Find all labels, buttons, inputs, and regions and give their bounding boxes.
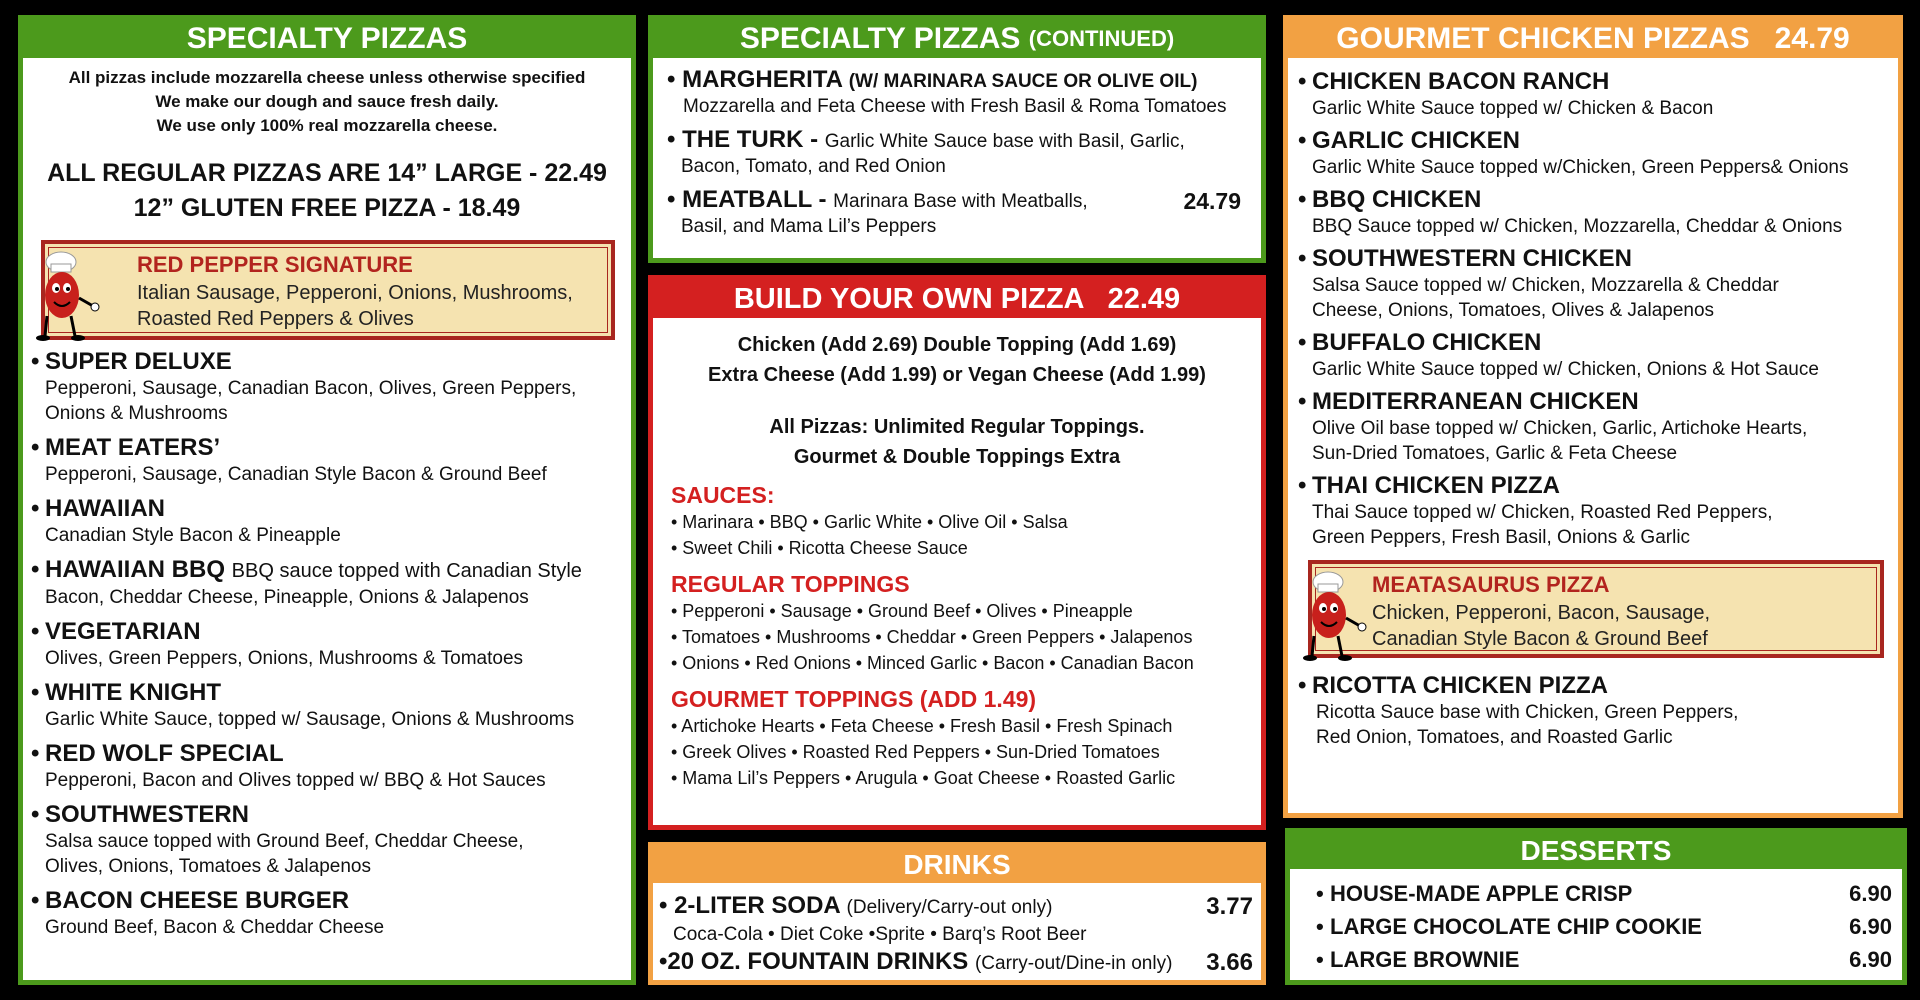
specialty-items-list (23, 340, 631, 940)
build-note (653, 412, 1261, 472)
meatasaurus-title: MEATASAURUS PIZZA (1372, 572, 1610, 597)
pizza-sizes (23, 156, 631, 226)
meatasaurus-desc (1372, 600, 1710, 652)
build-your-own-title: BUILD YOUR OWN PIZZA 22.49 (653, 280, 1261, 318)
menu-item: • HAWAIIAN Canadian Style Bacon & Pineapple (31, 495, 631, 548)
item-desc: Pepperoni, Sausage, Canadian Style Bacon & Ground Beef (45, 464, 547, 485)
menu-item: • SOUTHWESTERN CHICKEN Salsa Sauce topped w/ Chicken, Mozzarella & Cheddar Cheese, Onions, Tomatoes, Olives & Jalapenos (1298, 245, 1898, 323)
note-line: Gourmet & Double Toppings Extra (793, 446, 1121, 468)
regular-toppings-line: • Tomatoes • Mushrooms • Cheddar • Green Peppers • Jalapenos (671, 627, 1193, 647)
item-name: THE TURK - (682, 126, 819, 153)
menu-item: • BACON CHEESE BURGER Ground Beef, Bacon & Cheddar Cheese (31, 887, 631, 940)
drink-note: (Delivery/Carry-out only) (846, 897, 1053, 918)
item-inline-desc: Garlic White Sauce base with Basil, Garlic, (824, 131, 1185, 152)
menu-item: • RICOTTA CHICKEN PIZZA Ricotta Sauce base with Chicken, Green Peppers, Red Onion, Tomatoes, and Roasted Garlic (1298, 672, 1898, 750)
menu-item: • RED WOLF SPECIAL Pepperoni, Bacon and Olives topped w/ BBQ & Hot Sauces (31, 740, 631, 793)
desserts-panel (1285, 828, 1907, 985)
item-desc: Olives, Green Peppers, Onions, Mushrooms & Tomatoes (45, 648, 524, 669)
signature-pizza-box (41, 240, 615, 340)
item-desc: Garlic White Sauce, topped w/ Sausage, Onions & Mushrooms (45, 709, 575, 730)
item-desc: Basil, and Mama Lil’s Peppers (681, 216, 937, 237)
item-desc: Olives, Onions, Tomatoes & Jalapenos (45, 856, 371, 877)
chicken-last-item (1288, 658, 1898, 750)
item-name: THAI CHICKEN PIZZA (1312, 472, 1560, 499)
specialty-continued-title (653, 20, 1261, 58)
build-addons (653, 330, 1261, 390)
item-name-note: (W/ MARINARA SAUCE OR OLIVE OIL) (848, 71, 1198, 92)
item-name: BACON CHEESE BURGER (45, 887, 350, 914)
sauces-title: SAUCES: (671, 482, 775, 508)
menu-item: • VEGETARIAN Olives, Green Peppers, Onions, Mushrooms & Tomatoes (31, 618, 631, 671)
item-desc: Canadian Style Bacon & Pineapple (45, 525, 341, 546)
meatasaurus-desc-line: Chicken, Pepperoni, Bacon, Sausage, (1372, 602, 1710, 624)
dessert-name: LARGE CHOCOLATE CHIP COOKIE (1330, 914, 1702, 939)
item-name: HAWAIIAN (45, 495, 165, 522)
drinks-panel (648, 842, 1266, 985)
specialty-continued-panel (648, 15, 1266, 263)
drink-price: 3.66 (1206, 949, 1253, 976)
item-inline-desc: BBQ sauce topped with Canadian Style (231, 560, 582, 582)
gourmet-toppings-line: • Greek Olives • Roasted Red Peppers • Sun-Dried Tomatoes (671, 742, 1160, 762)
item-name: RICOTTA CHICKEN PIZZA (1312, 672, 1608, 699)
pepper-chef-mascot-icon (35, 250, 113, 346)
drink-name: 2-LITER SODA (674, 892, 840, 919)
sauces-line: • Marinara • BBQ • Garlic White • Olive Oil • Salsa (671, 512, 1068, 532)
drink-price: 3.77 (1206, 893, 1253, 920)
drink-item: • 2-LITER SODA (Delivery/Carry-out only) 3.77 Coca-Cola • Diet Coke •Sprite • Barq’s Root Beer (653, 891, 1261, 947)
signature-desc-line: Italian Sausage, Pepperoni, Onions, Mushrooms, (137, 282, 573, 304)
item-desc: Garlic White Sauce topped w/ Chicken, Onions & Hot Sauce (1312, 359, 1819, 380)
item-desc: Thai Sauce topped w/ Chicken, Roasted Red Peppers, (1312, 502, 1773, 523)
menu-item: • WHITE KNIGHT Garlic White Sauce, topped w/ Sausage, Onions & Mushrooms (31, 679, 631, 732)
signature-title: RED PEPPER SIGNATURE (137, 252, 413, 277)
item-name: MARGHERITA (682, 66, 843, 93)
menu-item: • THE TURK - Garlic White Sauce base with Basil, Garlic, Bacon, Tomato, and Red Onion (653, 126, 1261, 180)
menu-item: • SUPER DELUXE Pepperoni, Sausage, Canadian Bacon, Olives, Green Peppers, Onions & Mushrooms (31, 348, 631, 426)
gourmet-chicken-title: GOURMET CHICKEN PIZZAS 24.79 (1288, 20, 1898, 58)
menu-item: • BBQ CHICKEN BBQ Sauce topped w/ Chicken, Mozzarella, Cheddar & Onions (1298, 186, 1898, 239)
menu-item: • MEDITERRANEAN CHICKEN Olive Oil base topped w/ Chicken, Garlic, Artichoke Hearts, Sun-Dried Tomatoes, Garlic & Feta Cheese (1298, 388, 1898, 466)
item-name: WHITE KNIGHT (45, 679, 221, 706)
meatasaurus-desc-line: Canadian Style Bacon & Ground Beef (1372, 628, 1708, 650)
specialty-pizzas-panel (18, 15, 636, 985)
menu-item: • HAWAIIAN BBQ BBQ sauce topped with Canadian Style Bacon, Cheddar Cheese, Pineapple, Onions & Jalapenos (31, 556, 631, 610)
regular-toppings-line: • Pepperoni • Sausage • Ground Beef • Olives • Pineapple (671, 601, 1133, 621)
gourmet-toppings-line: • Mama Lil’s Peppers • Arugula • Goat Cheese • Roasted Garlic (671, 768, 1176, 788)
item-name: SOUTHWESTERN CHICKEN (1312, 245, 1633, 272)
dessert-price: 6.90 (1849, 881, 1892, 906)
item-name: BBQ CHICKEN (1312, 186, 1482, 213)
item-inline-desc: Marinara Base with Meatballs, (833, 191, 1088, 212)
drink-item: •20 OZ. FOUNTAIN DRINKS (Carry-out/Dine-in only) 3.66 (659, 948, 1253, 976)
item-desc: Olive Oil base topped w/ Chicken, Garlic, Artichoke Hearts, (1312, 418, 1808, 439)
item-desc: Pepperoni, Sausage, Canadian Bacon, Olives, Green Peppers, (45, 378, 577, 399)
item-name: CHICKEN BACON RANCH (1312, 68, 1610, 95)
title-main: SPECIALTY PIZZAS (739, 22, 1021, 55)
desserts-title: DESSERTS (1290, 833, 1902, 869)
addon-line: Extra Cheese (Add 1.99) or Vegan Cheese (Add 1.99) (708, 364, 1206, 386)
menu-item: • GARLIC CHICKEN Garlic White Sauce topped w/Chicken, Green Peppers& Onions (1298, 127, 1898, 180)
menu-item: • MEAT EATERS’ Pepperoni, Sausage, Canadian Style Bacon & Ground Beef (31, 434, 631, 487)
chicken-items-list (1288, 58, 1898, 550)
intro-line: We use only 100% real mozzarella cheese. (156, 116, 498, 135)
item-name: RED WOLF SPECIAL (45, 740, 284, 767)
item-desc: Ricotta Sauce base with Chicken, Green Peppers, (1316, 702, 1739, 723)
intro-line: We make our dough and sauce fresh daily. (155, 92, 499, 111)
specialty-intro (23, 66, 631, 138)
dessert-price: 6.90 (1849, 914, 1892, 939)
item-price: 24.79 (1183, 188, 1241, 214)
item-name: MEATBALL - (682, 186, 827, 213)
item-name: MEAT EATERS’ (45, 434, 221, 461)
item-name: GARLIC CHICKEN (1312, 127, 1520, 154)
dessert-price: 6.90 (1849, 947, 1892, 972)
dessert-name: HOUSE-MADE APPLE CRISP (1330, 881, 1633, 906)
menu-item: • CHICKEN BACON RANCH Garlic White Sauce topped w/ Chicken & Bacon (1298, 68, 1898, 121)
addon-line: Chicken (Add 2.69) Double Topping (Add 1.69) (737, 334, 1177, 356)
menu-item: • MEATBALL - Marinara Base with Meatballs, 24.79 Basil, and Mama Lil’s Peppers (653, 186, 1261, 240)
menu-item: • BUFFALO CHICKEN Garlic White Sauce topped w/ Chicken, Onions & Hot Sauce (1298, 329, 1898, 382)
desserts-list (1290, 877, 1902, 976)
item-name: SUPER DELUXE (45, 348, 232, 375)
item-desc: Pepperoni, Bacon and Olives topped w/ BBQ & Hot Sauces (45, 770, 546, 791)
meatasaurus-box (1308, 560, 1884, 658)
drink-desc: Coca-Cola • Diet Coke •Sprite • Barq’s Root Beer (673, 924, 1087, 945)
title-small: (CONTINUED) (1028, 26, 1175, 51)
item-desc: Sun-Dried Tomatoes, Garlic & Feta Cheese (1312, 443, 1678, 464)
build-your-own-panel (648, 275, 1266, 830)
item-desc: Salsa sauce topped with Ground Beef, Cheddar Cheese, (45, 831, 524, 852)
item-desc: Cheese, Onions, Tomatoes, Olives & Jalapenos (1312, 300, 1715, 321)
dessert-item: • LARGE CHOCOLATE CHIP COOKIE 6.90 (1290, 910, 1902, 943)
gluten-free-size-price: 12” GLUTEN FREE PIZZA - 18.49 (133, 194, 521, 222)
item-desc: Garlic White Sauce topped w/ Chicken & Bacon (1312, 98, 1714, 119)
item-desc: Mozzarella and Feta Cheese with Fresh Basil & Roma Tomatoes (683, 96, 1227, 117)
drink-name: 20 OZ. FOUNTAIN DRINKS (667, 948, 969, 975)
item-desc: Onions & Mushrooms (45, 403, 228, 424)
dessert-item: • LARGE BROWNIE 6.90 (1290, 943, 1902, 976)
menu-item: • SOUTHWESTERN Salsa sauce topped with Ground Beef, Cheddar Cheese, Olives, Onions, Tomatoes & Jalapenos (31, 801, 631, 879)
gourmet-toppings-line: • Artichoke Hearts • Feta Cheese • Fresh Basil • Fresh Spinach (671, 716, 1173, 736)
regular-size-price: ALL REGULAR PIZZAS ARE 14” LARGE - 22.49 (47, 159, 607, 187)
item-desc: Ground Beef, Bacon & Cheddar Cheese (45, 917, 385, 938)
item-desc: Bacon, Cheddar Cheese, Pineapple, Onions & Jalapenos (45, 587, 529, 608)
regular-toppings-line: • Onions • Red Onions • Minced Garlic • Bacon • Canadian Bacon (671, 653, 1194, 673)
item-desc: BBQ Sauce topped w/ Chicken, Mozzarella, Cheddar & Onions (1312, 216, 1843, 237)
note-line: All Pizzas: Unlimited Regular Toppings. (769, 416, 1145, 438)
drink-note: (Carry-out/Dine-in only) (974, 953, 1173, 974)
intro-line: All pizzas include mozzarella cheese unless otherwise specified (68, 68, 586, 87)
item-desc: Garlic White Sauce topped w/Chicken, Green Peppers& Onions (1312, 157, 1849, 178)
dessert-item: • HOUSE-MADE APPLE CRISP 6.90 (1290, 877, 1902, 910)
item-name: HAWAIIAN BBQ (45, 556, 225, 583)
signature-desc (137, 280, 573, 332)
menu-item: • MARGHERITA (W/ MARINARA SAUCE OR OLIVE OIL) Mozzarella and Feta Cheese with Fresh Basil & Roma Tomatoes (653, 66, 1261, 120)
item-desc: Salsa Sauce topped w/ Chicken, Mozzarella & Cheddar (1312, 275, 1779, 296)
dessert-name: LARGE BROWNIE (1330, 947, 1520, 972)
sauces-line: • Sweet Chili • Ricotta Cheese Sauce (671, 538, 968, 558)
item-name: SOUTHWESTERN (45, 801, 249, 828)
specialty-pizzas-title: SPECIALTY PIZZAS (23, 20, 631, 58)
item-name: VEGETARIAN (45, 618, 201, 645)
item-desc: Green Peppers, Fresh Basil, Onions & Garlic (1312, 527, 1691, 548)
item-name: MEDITERRANEAN CHICKEN (1312, 388, 1639, 415)
menu-item: • THAI CHICKEN PIZZA Thai Sauce topped w/ Chicken, Roasted Red Peppers, Green Peppers, Fresh Basil, Onions & Garlic (1298, 472, 1898, 550)
item-name: BUFFALO CHICKEN (1312, 329, 1542, 356)
regular-toppings-title: REGULAR TOPPINGS (671, 571, 910, 597)
signature-desc-line: Roasted Red Peppers & Olives (137, 308, 414, 330)
pepper-chef-mascot-icon (1302, 570, 1380, 666)
gourmet-chicken-panel (1283, 15, 1903, 818)
item-desc: Bacon, Tomato, and Red Onion (681, 156, 946, 177)
item-desc: Red Onion, Tomatoes, and Roasted Garlic (1316, 727, 1673, 748)
drinks-title: DRINKS (653, 847, 1261, 883)
gourmet-toppings-title: GOURMET TOPPINGS (ADD 1.49) (671, 686, 1037, 712)
